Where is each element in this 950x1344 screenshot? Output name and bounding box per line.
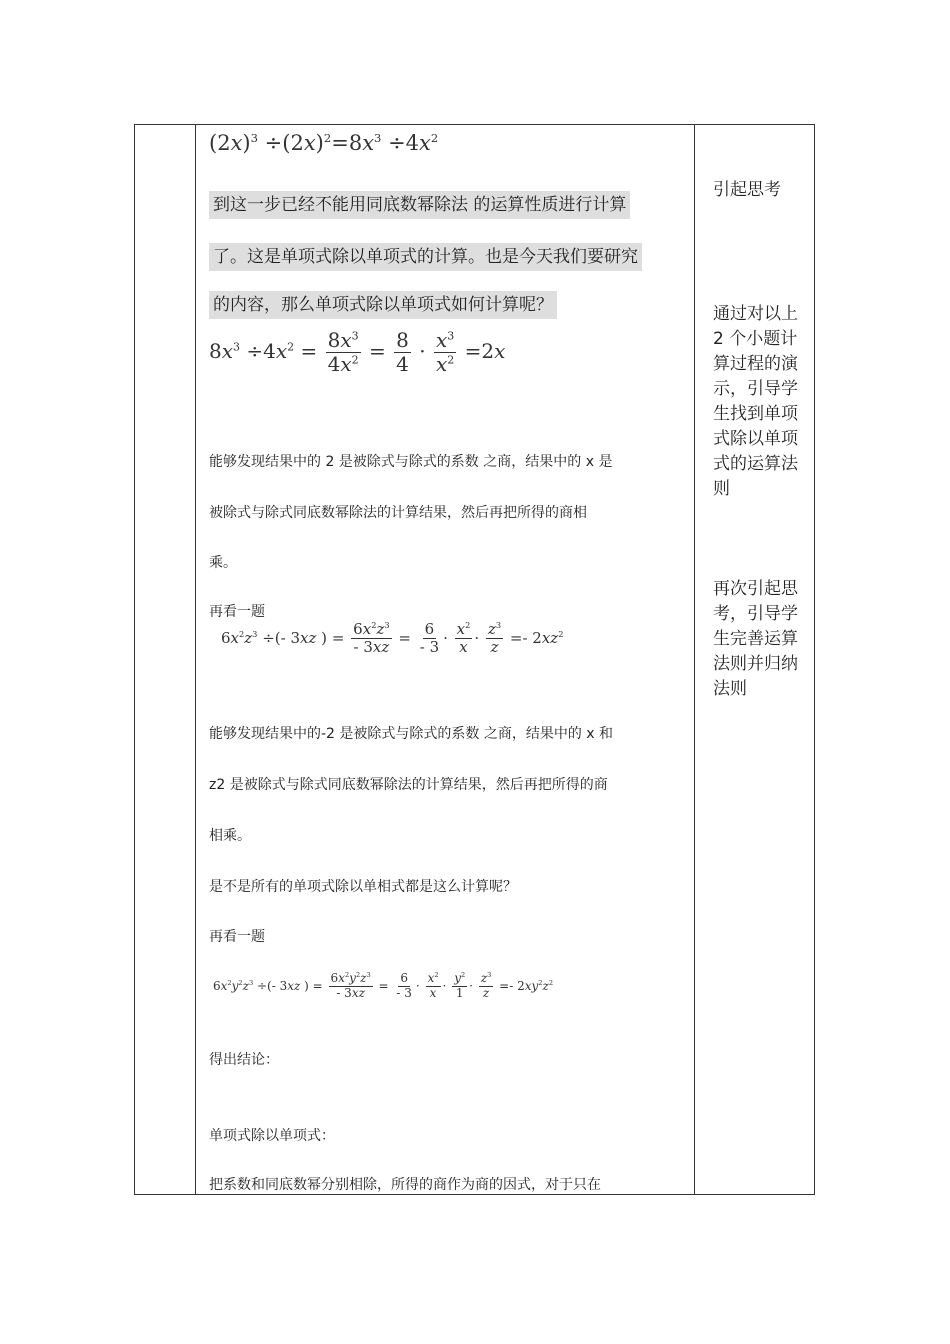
explanation-2-line-2: z2 是被除式与除式同底数幂除法的计算结果，然后再把所得的商 [209, 777, 608, 793]
explanation-1-line-1: 能够发现结果中的 2 是被除式与除式的系数 之商，结果中的 x 是 [209, 454, 613, 470]
rule-text: 把系数和同底数幂分别相除，所得的商作为商的因式，对于只在 [209, 1177, 601, 1193]
explanation-1-line-3: 乘。 [209, 555, 237, 571]
equation-1: $(2x)^3 \div(2x)^2=8x^3 \div 4x^2$ [209, 131, 439, 155]
highlight-line-1: 到这一步已经不能用同底数幂除法 的运算性质进行计算 [209, 191, 630, 219]
conclusion-label: 得出结论： [209, 1052, 279, 1068]
highlight-line-2: 了。这是单项式除以单项式的计算。也是今天我们要研究 [209, 243, 642, 271]
explanation-1-line-2: 被除式与除式同底数幂除法的计算结果，然后再把所得的商相 [209, 505, 587, 521]
equation-4: $6x^2y^2z^3$ ÷(- 3xz ) = $\frac{6x^2y^2z^3}{- 3xz}$ = $\frac{6}{- 3}$ · $\frac{x^2}{x}$ · $\frac{y^2}{1}$ · $\frac{z^3}{z}$ =- $2xy^2z^2$ [213, 971, 554, 1000]
rule-title: 单项式除以单项式： [209, 1128, 335, 1144]
column-divider-left [195, 125, 196, 1194]
note-1: 引起思考 [713, 180, 781, 200]
equation-2: $8x^3 \div 4x^2$ = $\frac{8x^3}{4x^2}$ = $\frac{8}{4}$ · $\frac{x^3}{x^2}$ =2x [209, 328, 506, 376]
explanation-2-line-3: 相乘。 [209, 828, 251, 844]
lesson-table [134, 124, 815, 1195]
explanation-2-line-1: 能够发现结果中的-2 是被除式与除式的系数 之商，结果中的 x 和 [209, 726, 614, 742]
note-2: 通过对以上 2 个小题计算过程的演示，引导学生找到单项式除以单项式的运算法则 [713, 304, 798, 499]
design-intent-column [703, 125, 807, 1194]
equation-3: $6x^2z^3$ ÷(- 3xz ) = $\frac{6x^2z^3}{- 3xz}$ = $\frac{6}{- 3}$ · $\frac{x^2}{x}$ · $\frac{z^3}{z}$ =- $2xz^2$ [221, 620, 564, 657]
teaching-content-column [201, 125, 695, 1194]
note-3: 再次引起思考，引导学生完善运算法则并归纳法则 [713, 579, 798, 699]
look-again-2: 再看一题 [209, 929, 265, 945]
highlight-line-3: 的内容，那么单项式除以单项式如何计算呢？ [209, 291, 557, 319]
look-again-1: 再看一题 [209, 604, 265, 620]
question: 是不是所有的单项式除以单相式都是这么计算呢？ [209, 879, 517, 895]
